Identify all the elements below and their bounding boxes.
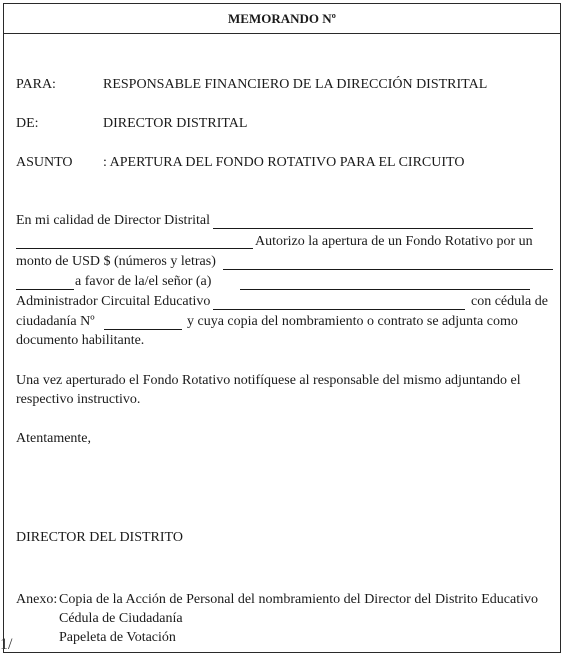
para-label: PARA: (16, 77, 56, 92)
annex-label: Anexo: (16, 592, 58, 607)
body-line-7: documento habilitante. (16, 333, 145, 348)
blank-director-name (213, 228, 533, 229)
blank-amount-cont (16, 289, 74, 290)
signature-title: DIRECTOR DEL DISTRITO (16, 530, 183, 545)
body-para2-line2: respectivo instructivo. (16, 392, 141, 407)
body-line-4: a favor de la/el señor (a) (75, 274, 212, 289)
annex-item-3: Papeleta de Votación (59, 630, 176, 645)
closing-text: Atentamente, (16, 431, 92, 446)
body-line-5a: Administrador Circuital Educativo (16, 294, 211, 309)
body-line-1: En mi calidad de Director Distrital (16, 213, 210, 228)
blank-director-name-cont (16, 248, 253, 249)
asunto-label: ASUNTO (16, 155, 73, 170)
asunto-value: : APERTURA DEL FONDO ROTATIVO PARA EL CIRCUITO (103, 155, 465, 170)
memo-title: MEMORANDO Nº (4, 4, 560, 34)
body-line-5b: con cédula de (471, 294, 548, 309)
body-para2-line1: Una vez aperturado el Fondo Rotativo notifíquese al responsable del mismo adjuntando el (16, 373, 521, 388)
body-line-3: monto de USD $ (números y letras) (16, 254, 216, 269)
body-line-2: Autorizo la apertura de un Fondo Rotativo por un (255, 234, 533, 249)
blank-amount (223, 269, 553, 270)
blank-administrator (213, 309, 465, 310)
blank-beneficiary (240, 289, 530, 290)
blank-id-number (104, 329, 182, 330)
annex-item-1: Copia de la Acción de Personal del nombramiento del Director del Distrito Educativo (59, 592, 538, 607)
body-line-6a: ciudadanía Nº (16, 314, 95, 329)
annex-item-2: Cédula de Ciudadanía (59, 611, 183, 626)
de-label: DE: (16, 116, 39, 131)
para-value: RESPONSABLE FINANCIERO DE LA DIRECCIÓN DISTRITAL (103, 77, 488, 92)
handwritten-mark: 1/ (0, 636, 13, 653)
body-line-6b: y cuya copia del nombramiento o contrato se adjunta como (187, 314, 518, 329)
de-value: DIRECTOR DISTRITAL (103, 116, 248, 131)
